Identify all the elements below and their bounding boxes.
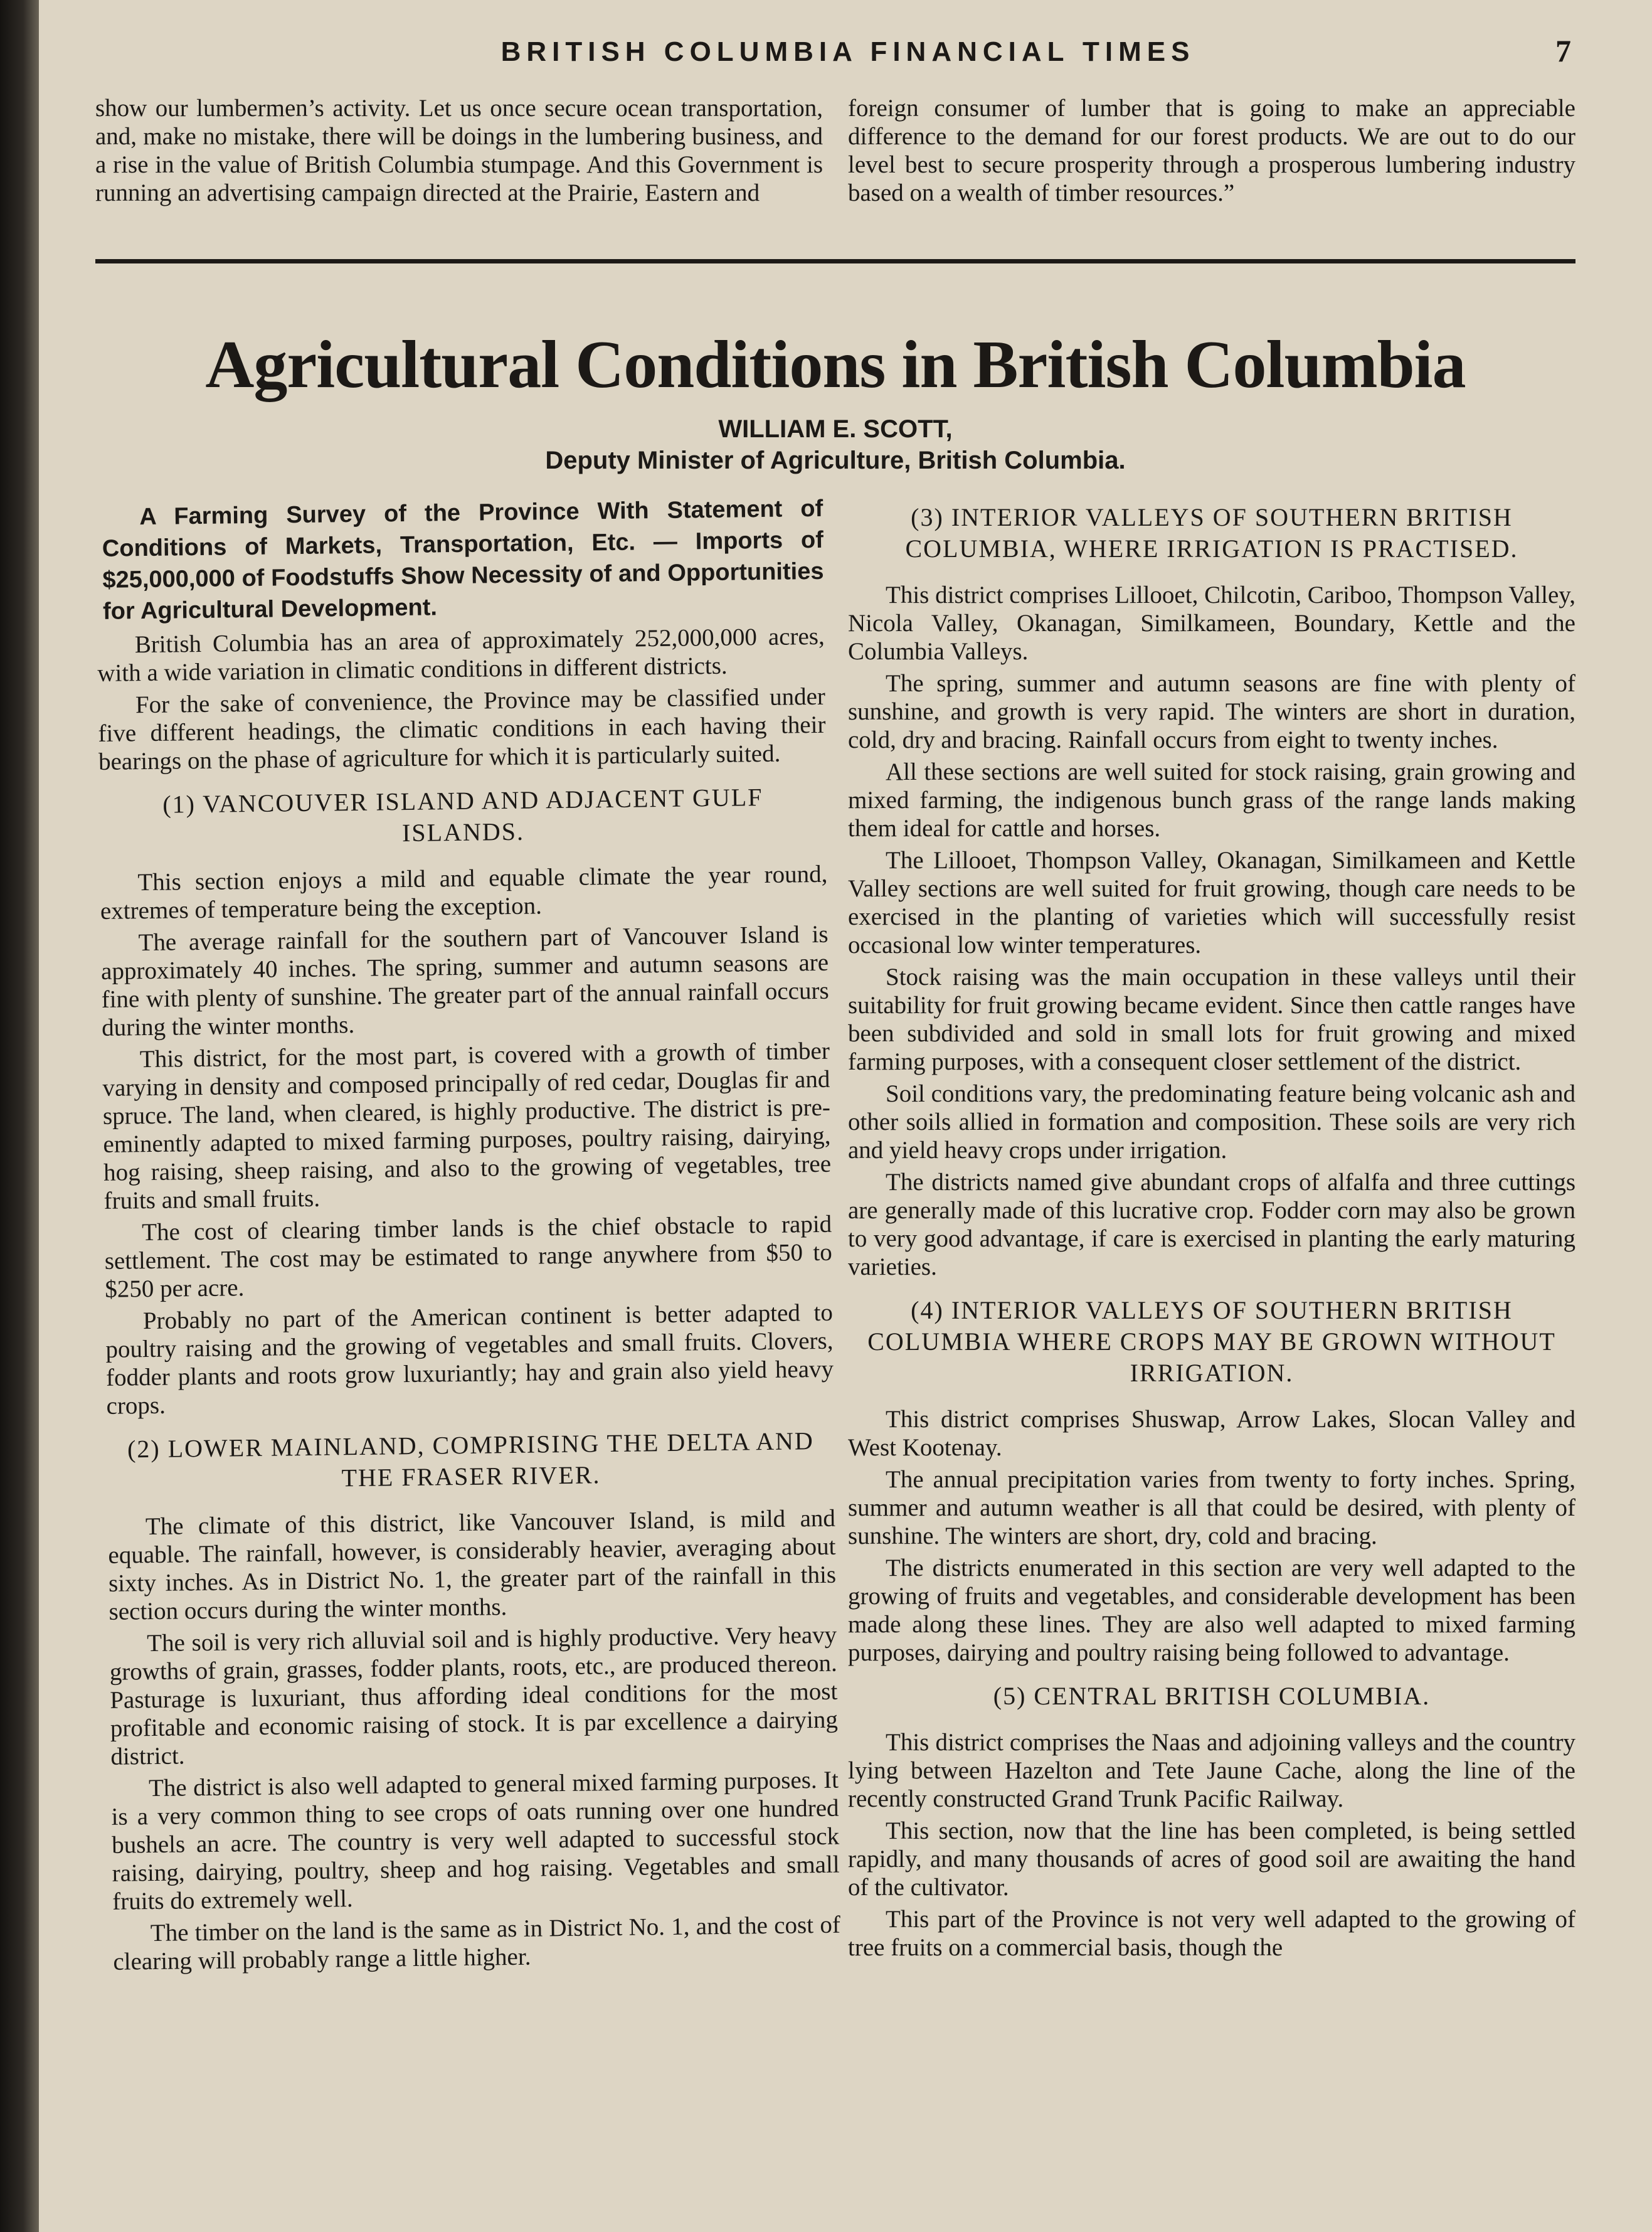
section-1-paragraph: The cost of clearing timber lands is the chief obstacle to rapid settlement. The cost may be estimated to range anywhere from $50 to $250 per acre. [104, 1210, 832, 1303]
section-5-paragraph: This part of the Province is not very well adapted to the growing of tree fruits on a commercial basis, though the [848, 1906, 1575, 1961]
section-2-paragraph: The climate of this district, like Vancouver Island, is mild and equable. The rainfall, however, is considerably heavier, averaging about sixty inches. As in District No. 1, the greater part of the rainfall in this section occurs during the winter months. [108, 1504, 837, 1625]
section-heading-1: (1) VANCOUVER ISLAND AND ADJACENT GULF ISLANDS. [162, 783, 763, 848]
section-heading-3: (3) INTERIOR VALLEYS OF SOUTHERN BRITISH COLUMBIA, WHERE IRRIGATION IS PRACTISED. [905, 503, 1518, 563]
author-position: Deputy Minister of Agriculture, British Columbia. [545, 447, 1126, 474]
section-2-paragraph: The timber on the land is the same as in District No. 1, and the cost of clearing will probably range a little higher. [113, 1911, 841, 1975]
section-4-paragraph: The districts enumerated in this section are very well adapted to the growing of fruits and vegetables, and considerable development has been made along these lines. They are also well adapted to mixed farming purposes, dairying and poultry raising being followed to advantage. [848, 1554, 1575, 1666]
article-left-column [95, 493, 841, 1980]
section-3-paragraph: This district comprises Lillooet, Chilcotin, Cariboo, Thompson Valley, Nicola Valley, Okanagan, Similkameen, Boundary, Kettle and the Columbia Valleys. [848, 582, 1575, 665]
previous-article-left-column [95, 94, 823, 211]
previous-article-right-column [848, 94, 1575, 211]
section-divider-rule [95, 259, 1575, 263]
page-number: 7 [1555, 33, 1571, 68]
section-2-paragraph: The soil is very rich alluvial soil and is highly productive. Very heavy growths of grain, grasses, fodder plants, roots, etc., are produced thereon. Pasturage is luxuriant, thus affording ideal conditions for the most profitable and economic raising of stock. It is par excellence a dairying district. [109, 1621, 839, 1770]
section-4-paragraph: This district comprises Shuswap, Arrow Lakes, Slocan Valley and West Kootenay. [848, 1406, 1575, 1461]
article-author: WILLIAM E. SCOTT, [718, 415, 953, 443]
section-1-paragraph: The average rainfall for the southern part of Vancouver Island is approximately 40 inches. The spring, summer and autumn seasons are fine with plenty of sunshine. The greater part of the annual rainfall occurs during the winter months. [100, 920, 829, 1041]
intro-paragraph: British Columbia has an area of approximately 252,000,000 acres, with a wide variation in climatic conditions in different districts. [97, 622, 825, 687]
section-1-paragraph: This section enjoys a mild and equable climate the year round, extremes of temperature being the exception. [100, 860, 828, 925]
running-head: BRITISH COLUMBIA FINANCIAL TIMES [500, 36, 1195, 67]
section-3-paragraph: The Lillooet, Thompson Valley, Okanagan, Similkameen and Kettle Valley sections are well suited for fruit growing, though care needs to be exercised in the planting of varieties which will successfully resist occasional low winter temperatures. [848, 847, 1575, 959]
book-gutter-edge [0, 0, 39, 2232]
article-deck: A Farming Survey of the Province With Statement of Conditions of Markets, Transportation, Etc. — Imports of $25,000,000 of Foodstuffs Show Necessity of and Opportunities for Agricultural Development. [102, 495, 824, 625]
section-3-paragraph: All these sections are well suited for stock raising, grain growing and mixed farming, the indigenous bunch grass of the range lands making them ideal for cattle and horses. [848, 758, 1575, 842]
section-heading-4: (4) INTERIOR VALLEYS OF SOUTHERN BRITISH COLUMBIA WHERE CROPS MAY BE GROWN WITHOUT IRRIGATION. [867, 1296, 1556, 1387]
section-4-paragraph: The annual precipitation varies from twenty to forty inches. Spring, summer and autumn weather is all that could be desired, with plenty of sunshine. The winters are short, dry, cold and bracing. [848, 1466, 1575, 1549]
section-3-paragraph: Stock raising was the main occupation in these valleys until their suitability for fruit growing became evident. Since then cattle ranges have been subdivided and sold in small lots for fruit growing and mixed farming purposes, with a consequent closer settlement of the district. [848, 964, 1575, 1075]
section-3-paragraph: Soil conditions vary, the predominating feature being volcanic ash and other soils allied in formation and composition. These soils are very rich and yield heavy crops under irrigation. [848, 1080, 1575, 1164]
section-1-paragraph: Probably no part of the American continent is better adapted to poultry raising and the growing of vegetables and small fruits. Clovers, fodder plants and roots grow luxuriantly; hay and grain also yield heavy crops. [105, 1299, 834, 1420]
intro-paragraph: For the sake of convenience, the Province may be classified under five different headings, the climatic conditions in each having their bearings on the phase of agriculture for which it is particularly suited. [98, 683, 826, 775]
section-2-paragraph: The district is also well adapted to general mixed farming purposes. It is a very common thing to see crops of oats running over one hundred bushels an acre. The country is very well adapted to successful stock raising, dairying, poultry, sheep and hog raising. Vegetables and small fruits do extremely well. [111, 1766, 840, 1915]
section-3-paragraph: The districts named give abundant crops of alfalfa and three cuttings are generally made of this lucrative crop. Fodder corn may also be grown to very good advantage, if care is exercised in planting the early maturing varieties. [848, 1169, 1575, 1280]
section-heading-2: (2) LOWER MAINLAND, COMPRISING THE DELTA AND THE FRASER RIVER. [127, 1427, 815, 1492]
section-3-paragraph: The spring, summer and autumn seasons are fine with plenty of sunshine, and growth is very rapid. The winters are short in duration, cold, dry and bracing. Rainfall occurs from eight to twenty inches. [848, 670, 1575, 753]
article-right-column [848, 502, 1575, 1965]
previous-article-text-right: foreign consumer of lumber that is going to make an appreciable difference to the demand for our forest products. We are out to do our level best to secure prosperity through a prosperous lumbering industry based on a wealth of timber resources.” [848, 95, 1575, 206]
section-5-paragraph: This section, now that the line has been completed, is being settled rapidly, and many thousands of acres of good soil are awaiting the hand of the cultivator. [848, 1817, 1575, 1901]
section-1-paragraph: This district, for the most part, is covered with a growth of timber varying in density and composed principally of red cedar, Douglas fir and spruce. The land, when cleared, is highly productive. The district is pre-eminently adapted to mixed farming purposes, poultry raising, dairying, hog raising, sheep raising, and also to the growing of vegetables, tree fruits and small fruits. [102, 1037, 832, 1214]
article-title: Agricultural Conditions in British Columbia [205, 327, 1466, 402]
previous-article-text-left: show our lumbermen’s activity. Let us once secure ocean transportation, and, make no mistake, there will be doings in the lumbering business, and a rise in the value of British Columbia stumpage. And this Government is running an advertising campaign directed at the Prairie, Eastern and [95, 95, 823, 206]
section-5-paragraph: This district comprises the Naas and adjoining valleys and the country lying between Hazelton and Tete Jaune Cache, along the line of the recently constructed Grand Trunk Pacific Railway. [848, 1729, 1575, 1812]
magazine-page [39, 0, 1652, 2232]
section-heading-5: (5) CENTRAL BRITISH COLUMBIA. [993, 1682, 1431, 1710]
